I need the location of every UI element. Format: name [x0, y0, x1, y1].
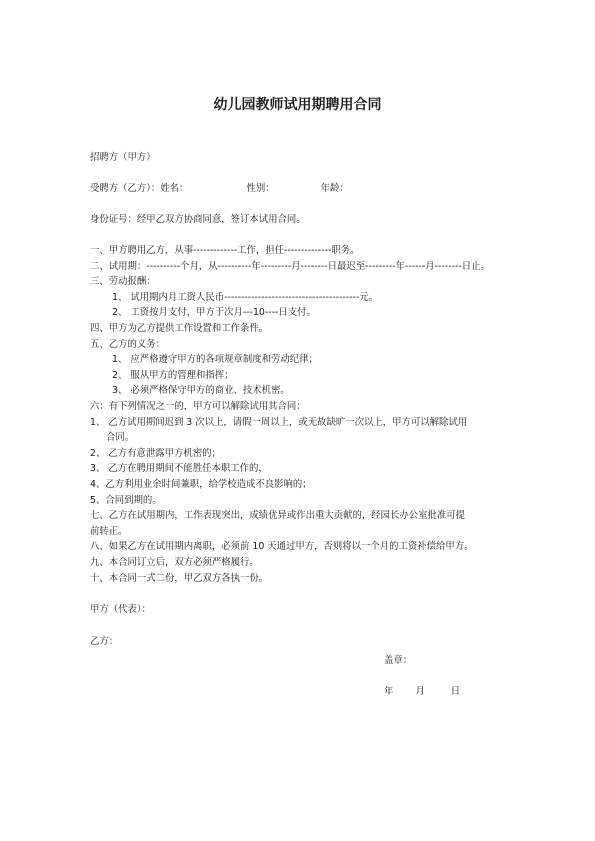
clause-3: 三、劳动报酬： — [90, 276, 156, 287]
date-month-label: 月 — [415, 686, 425, 697]
clause-6-item-4: 4、乙方利用业余时间兼职，给学校造成不良影响的； — [90, 479, 312, 490]
clause-6-item-3: 3、 乙方在聘用期间不能胜任本职工作的， — [90, 463, 268, 474]
clause-10: 十、本合同一式二份，甲乙双方各执一份。 — [90, 573, 269, 584]
clause-7-cont: 前转正。 — [90, 526, 128, 537]
employee-age-label: 年龄： — [320, 183, 349, 194]
id-number-line: 身份证号：经甲乙双方协商同意，签订本试用合同。 — [90, 214, 306, 225]
clause-5-item-3: 3、 必须严格保守甲方的商业、技术机密。 — [112, 385, 290, 396]
employee-gender-label: 性别： — [246, 183, 275, 194]
stamp-label: 盖章： — [384, 655, 413, 666]
clause-1: 一、甲方聘用乙方，从事-------------工作，担任--------------职务。 — [90, 245, 360, 256]
employee-info-line — [90, 181, 349, 197]
clause-6-item-2: 2、 乙方有意泄露甲方机密的； — [90, 448, 221, 459]
clause-3-item-1: 1、 试用期内月工资人民币----------------------------------------元。 — [112, 292, 379, 303]
clause-5-item-1: 1、 应严格遵守甲方的各项规章制度和劳动纪律； — [112, 354, 318, 365]
clause-2: 二、试用期：----------个月，从----------年---------月--------日最迟至---------年------月--------日止。 — [90, 261, 490, 272]
date-day-label: 日 — [450, 686, 461, 697]
party-a-signature: 甲方（代表）： — [90, 604, 151, 615]
sign-date — [384, 683, 460, 697]
clause-6-item-5: 5、合同到期的。 — [90, 495, 162, 506]
employer-line: 招聘方（甲方） — [90, 152, 156, 163]
clause-6: 六：有下列情况之一的，甲方可以解除试用其合同： — [90, 401, 306, 412]
clause-8: 八、如果乙方在试用期内离职，必须前 10 天通过甲方，否则将以一个月的工资补偿给甲方。 — [90, 541, 474, 552]
date-year-label: 年 — [384, 686, 394, 697]
clause-7: 七、乙方在试用期内，工作表现突出，成绩优异或作出重大贡献的，经园长办公室批准可提 — [90, 510, 466, 521]
document-title: 幼儿园教师试用期聘用合同 — [213, 97, 382, 113]
clause-3-item-2: 2、 工资按月支付，甲方于次月---10----日支付。 — [112, 307, 316, 318]
clause-5-item-2: 2、 服从甲方的管理和指挥； — [112, 370, 234, 381]
clause-4: 四、甲方为乙方提供工作设置和工作条件。 — [90, 323, 269, 334]
clause-5: 五、乙方的义务： — [90, 339, 166, 350]
party-b-signature: 乙方： — [90, 636, 119, 647]
clause-9: 九、本合同订立后，双方必须严格履行。 — [90, 557, 259, 568]
employee-name-label: 受聘方（乙方）：姓名： — [90, 183, 189, 194]
clause-6-item-1: 1、 乙方试用期间迟到 3 次以上，请假一周以上，或无故缺旷一次以上，甲方可以解除试用 — [90, 417, 468, 428]
clause-6-item-1-cont: 合同。 — [106, 432, 135, 443]
